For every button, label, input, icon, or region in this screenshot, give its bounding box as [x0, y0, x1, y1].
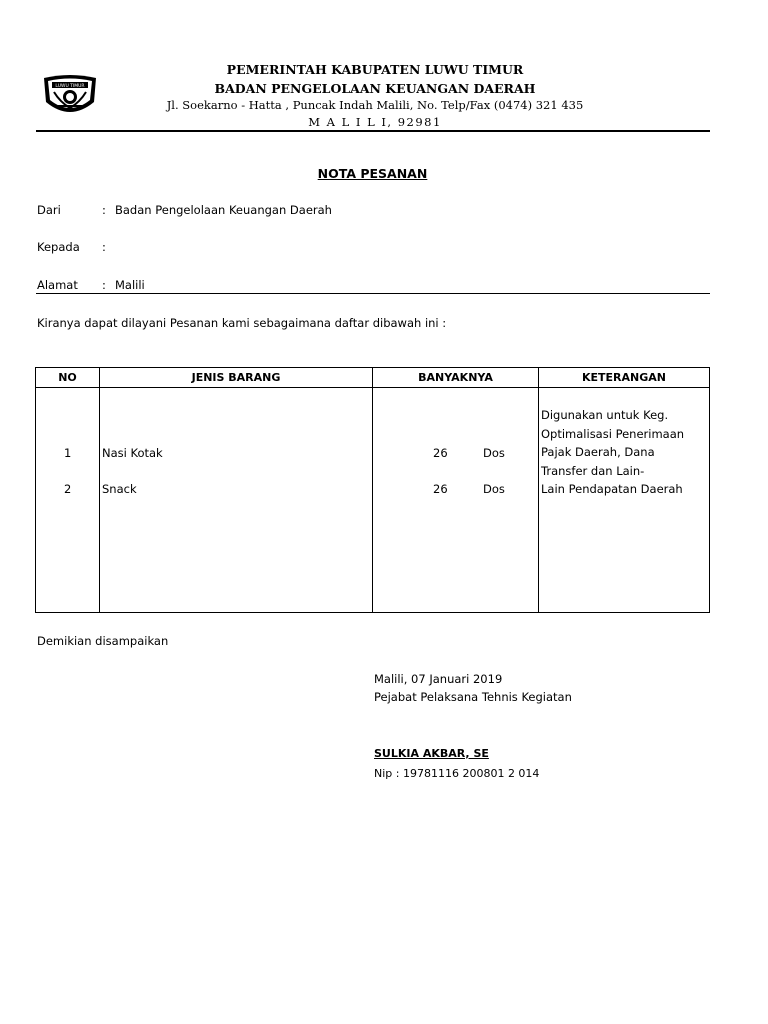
- table-body-row: [36, 388, 710, 613]
- header-divider: [36, 130, 710, 132]
- row-2-no: 2: [64, 482, 72, 496]
- keterangan-line: Transfer dan Lain-: [541, 463, 645, 478]
- keterangan-line: Digunakan untuk Keg.: [541, 408, 669, 422]
- row-2-qty: 26: [433, 482, 448, 496]
- signature-position: Pejabat Pelaksana Tehnis Kegiatan: [374, 690, 572, 704]
- intro-text: Kiranya dapat dilayani Pesanan kami sebagaimana daftar dibawah ini :: [37, 316, 447, 330]
- row-2-item: Snack: [102, 482, 137, 496]
- field-dari-label: Dari: [37, 203, 61, 217]
- table-header-row: [36, 368, 710, 388]
- logo-text: LUWU TIMUR: [55, 84, 85, 89]
- keterangan-line: Optimalisasi Penerimaan: [541, 426, 685, 441]
- column-no: [36, 388, 100, 613]
- row-2-unit: Dos: [483, 482, 505, 496]
- header-keterangan: KETERANGAN: [539, 368, 710, 388]
- field-kepada-colon: :: [102, 240, 106, 254]
- field-alamat-value: Malili: [115, 278, 145, 292]
- document-title: NOTA PESANAN: [317, 166, 428, 181]
- row-1-item: Nasi Kotak: [102, 446, 163, 460]
- header-line-government: PEMERINTAH KABUPATEN LUWU TIMUR: [226, 62, 524, 77]
- header-no: NO: [36, 368, 100, 388]
- row-1-no: 1: [64, 446, 72, 460]
- field-dari-colon: :: [102, 203, 106, 217]
- order-table: [35, 367, 710, 613]
- field-kepada-label: Kepada: [37, 240, 80, 254]
- column-banyaknya: [373, 388, 539, 613]
- signature-nip: Nip : 19781116 200801 2 014: [374, 767, 540, 780]
- header-banyaknya: BANYAKNYA: [373, 368, 539, 388]
- row-1-unit: Dos: [483, 446, 505, 460]
- header-line-city: M A L I L I, 92981: [308, 115, 442, 129]
- header-line-agency: BADAN PENGELOLAAN KEUANGAN DAERAH: [214, 81, 536, 96]
- fields-divider: [36, 293, 710, 294]
- column-jenis-barang: [100, 388, 373, 613]
- header-line-address: Jl. Soekarno - Hatta , Puncak Indah Malili, No. Telp/Fax (0474) 321 435: [166, 98, 584, 112]
- keterangan-line: Pajak Daerah, Dana: [541, 445, 655, 459]
- luwu-timur-emblem-logo: [40, 72, 100, 120]
- row-1-qty: 26: [433, 446, 448, 460]
- keterangan-line: Lain Pendapatan Daerah: [541, 482, 683, 496]
- field-alamat-colon: :: [102, 278, 106, 292]
- field-dari-value: Badan Pengelolaan Keuangan Daerah: [115, 203, 332, 217]
- closing-text: Demikian disampaikan: [37, 634, 169, 648]
- header-jenis-barang: JENIS BARANG: [100, 368, 373, 388]
- signature-name: SULKIA AKBAR, SE: [374, 747, 489, 760]
- column-keterangan: [539, 388, 710, 613]
- keterangan-text: [541, 406, 684, 499]
- signature-place-date: Malili, 07 Januari 2019: [374, 672, 503, 686]
- field-alamat-label: Alamat: [37, 278, 78, 292]
